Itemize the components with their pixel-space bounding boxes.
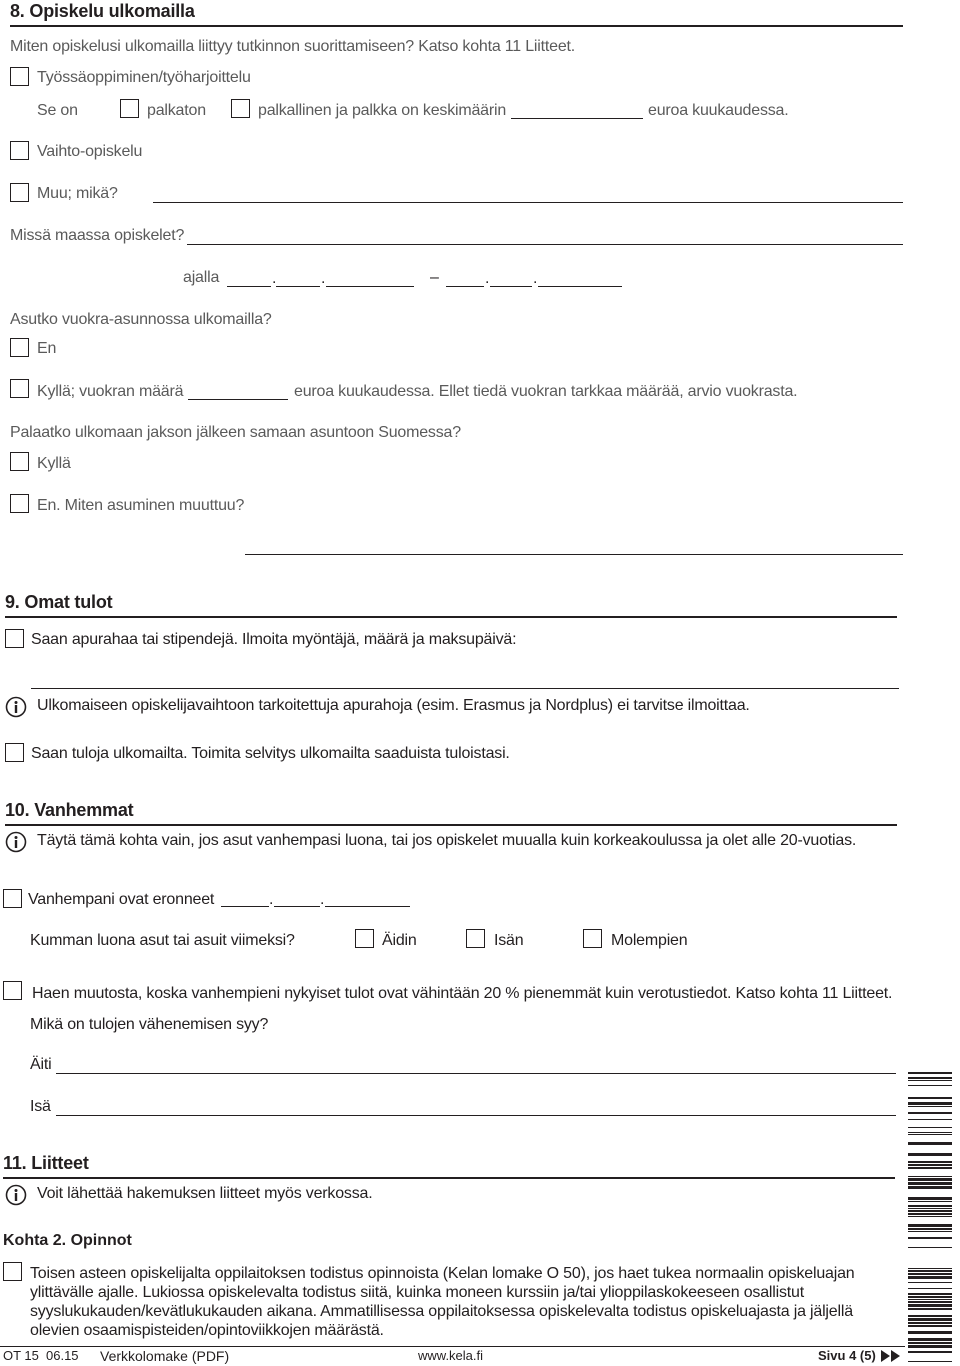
date-dot: . [485, 270, 490, 287]
unpaid-label: palkaton [147, 102, 206, 119]
period-end-year-line[interactable] [538, 286, 622, 287]
rent-question: Asutko vuokra-asunnossa ulkomailla? [10, 311, 272, 328]
form-code: OT 15 [3, 1348, 39, 1363]
page-number: Sivu 4 (5) [818, 1348, 876, 1363]
section-11-rule [3, 1177, 895, 1179]
date-dot: . [320, 891, 325, 908]
father-checkbox[interactable] [466, 929, 485, 948]
period-label: ajalla [183, 269, 220, 286]
unpaid-checkbox[interactable] [120, 99, 139, 118]
section-10-rule [5, 824, 897, 826]
attachments-info-text: Voit lähettää hakemuksen liitteet myös verkossa. [37, 1185, 373, 1202]
mother-checkbox[interactable] [355, 929, 374, 948]
return-yes-label: Kyllä [37, 455, 71, 472]
abroad-income-label: Saan tuloja ulkomailta. Toimita selvitys ulkomailta saaduista tuloistasi. [31, 745, 510, 762]
period-start-day-line[interactable] [227, 286, 271, 287]
paid-label: palkallinen ja palkka on keskimäärin [258, 102, 507, 119]
whom-question: Kumman luona asut tai asuit viimeksi? [30, 932, 295, 949]
return-yes-checkbox[interactable] [10, 452, 29, 471]
return-no-checkbox[interactable] [10, 494, 29, 513]
period-end-month-line[interactable] [490, 286, 532, 287]
divorce-day-line[interactable] [221, 906, 269, 907]
section-10-title: 10. Vanhemmat [5, 800, 134, 820]
grant-label: Saan apurahaa tai stipendejä. Ilmoita myöntäjä, määrä ja maksupäivä: [31, 631, 517, 648]
return-no-label: En. Miten asuminen muuttuu? [37, 497, 245, 514]
mother-label: Äidin [382, 932, 417, 949]
date-dot: . [272, 270, 277, 287]
mother-reason-label: Äiti [30, 1056, 52, 1073]
other-label: Muu; mikä? [37, 185, 118, 202]
father-reason-line[interactable] [56, 1115, 896, 1116]
divorced-checkbox[interactable] [3, 889, 22, 908]
rent-yes-label: Kyllä; vuokran määrä [37, 383, 184, 400]
other-checkbox[interactable] [10, 183, 29, 202]
section-11-title: 11. Liitteet [3, 1153, 89, 1173]
grant-input-line[interactable] [31, 688, 899, 689]
father-label: Isän [494, 932, 524, 949]
rent-unit-label: euroa kuukaudessa. Ellet tiedä vuokran tarkkaa määrää, arvio vuokrasta. [294, 383, 798, 400]
grant-checkbox[interactable] [5, 629, 24, 648]
exchange-label: Vaihto-opiskelu [37, 143, 143, 160]
country-input-line[interactable] [187, 244, 903, 245]
date-dot: . [269, 891, 274, 908]
double-arrow-right-icon [881, 1350, 901, 1362]
date-dash: – [430, 269, 439, 286]
date-dot: . [321, 270, 326, 287]
section-8-rule [10, 25, 903, 27]
rent-amount-line[interactable] [188, 399, 288, 400]
barcode [908, 1072, 952, 1362]
period-end-day-line[interactable] [446, 286, 484, 287]
info-icon [5, 1184, 27, 1206]
housing-change-input-line[interactable] [245, 554, 903, 555]
both-label: Molempien [611, 932, 688, 949]
footer-url[interactable]: www.kela.fi [418, 1348, 484, 1363]
se-on-label: Se on [37, 102, 78, 119]
salary-input-line[interactable] [511, 118, 643, 119]
rent-no-checkbox[interactable] [10, 338, 29, 357]
info-icon [5, 696, 27, 718]
footer-rule [0, 1346, 905, 1347]
other-input-line[interactable] [153, 202, 903, 203]
parents-info-text: Täytä tämä kohta vain, jos asut vanhempasi luona, tai jos opiskelet muualla kuin korkeakoulussa ja olet alle 20-vuotias. [37, 832, 857, 849]
form-type: Verkkolomake (PDF) [100, 1348, 230, 1364]
abroad-income-checkbox[interactable] [5, 743, 24, 762]
grant-info-text: Ulkomaiseen opiskelijavaihtoon tarkoitettuja apurahoja (esim. Erasmus ja Nordplus) ei tarvitse ilmoittaa. [37, 697, 750, 714]
paid-checkbox[interactable] [231, 99, 250, 118]
work-placement-label: Työssäoppiminen/työharjoittelu [37, 69, 251, 86]
attachment-description: Toisen asteen opiskelijalta oppilaitoksen todistus opinnoista (Kelan lomake O 50), jos haet tukea normaalin opiskeluajan ylittävälle ajalle. Lukiossa opiskelevalta todistus siitä, kuinka moneen kurssiin ja/tai ylioppilaskokeeseen osallistut syyslukukauden/kevätlukukauden aikana. Ammatillisessa oppilaitoksessa opiskelevalta todistus opiskeluajasta ja jäljellä olevien osaamispisteiden/opintoviikkojen määrästä. [30, 1265, 855, 1339]
section-8-title: 8. Opiskelu ulkomailla [10, 1, 195, 21]
country-question: Missä maassa opiskelet? [10, 227, 185, 244]
divorce-month-line[interactable] [274, 906, 320, 907]
both-checkbox[interactable] [583, 929, 602, 948]
info-icon [5, 831, 27, 853]
date-dot: . [533, 270, 538, 287]
divorce-year-line[interactable] [325, 906, 410, 907]
work-placement-checkbox[interactable] [10, 67, 29, 86]
father-reason-label: Isä [30, 1098, 51, 1115]
income-change-label: Haen muutosta, koska vanhempieni nykyiset tulot ovat vähintään 20 % pienemmät kuin verotustiedot. Katso kohta 11 Liitteet. [32, 985, 893, 1002]
divorced-label: Vanhempani ovat eronneet [28, 891, 215, 908]
rent-no-label: En [37, 340, 57, 357]
study-abroad-question: Miten opiskelusi ulkomailla liittyy tutkinnon suorittamiseen? Katso kohta 11 Liitteet. [10, 38, 576, 55]
attachment-checkbox[interactable] [3, 1262, 22, 1281]
section-9-rule [5, 616, 897, 618]
exchange-checkbox[interactable] [10, 141, 29, 160]
period-start-year-line[interactable] [326, 286, 414, 287]
reason-question: Mikä on tulojen vähenemisen syy? [30, 1016, 269, 1033]
income-change-checkbox[interactable] [3, 981, 22, 1000]
form-date: 06.15 [46, 1348, 79, 1363]
mother-reason-line[interactable] [56, 1073, 896, 1074]
salary-unit-label: euroa kuukaudessa. [648, 102, 789, 119]
section-9-title: 9. Omat tulot [5, 592, 113, 612]
period-start-month-line[interactable] [276, 286, 320, 287]
return-question: Palaatko ulkomaan jakson jälkeen samaan asuntoon Suomessa? [10, 424, 461, 441]
subsection-title: Kohta 2. Opinnot [3, 1232, 132, 1249]
rent-yes-checkbox[interactable] [10, 379, 29, 398]
